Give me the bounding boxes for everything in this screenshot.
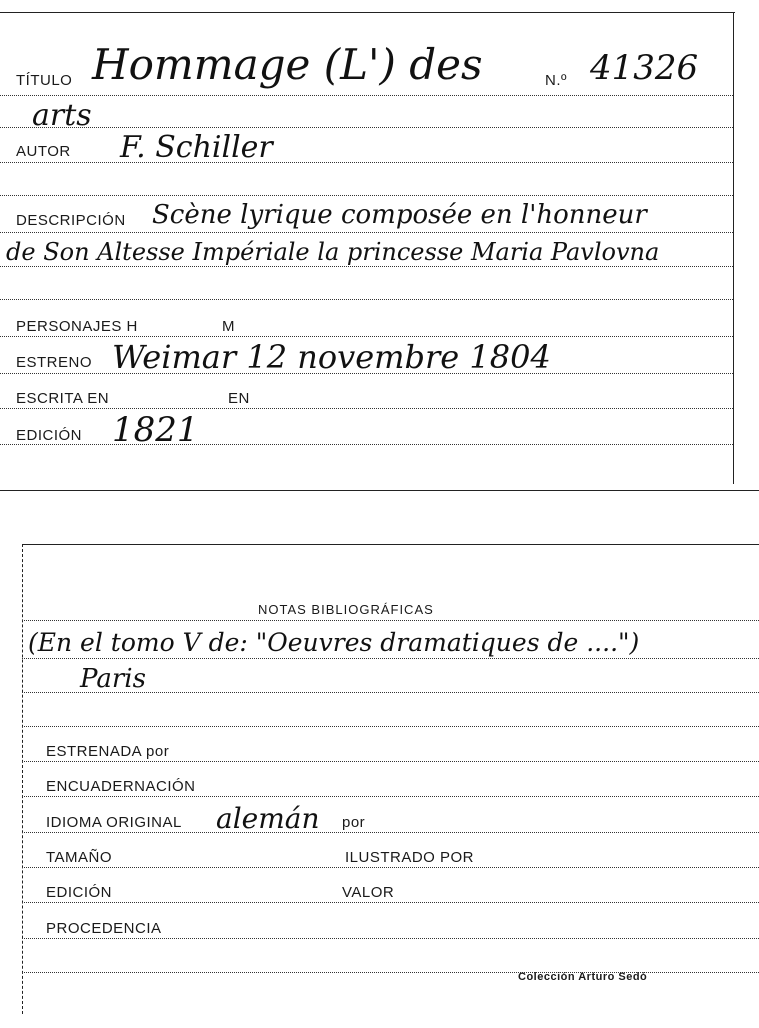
ilustrado-label: ILUSTRADO POR — [345, 849, 475, 866]
autor-value: F. Schiller — [120, 130, 273, 165]
encuadernacion-line — [22, 796, 759, 797]
personajes-m-label: M — [222, 318, 235, 335]
titulo-cont-value: arts — [32, 98, 92, 133]
blank-line-back — [22, 972, 759, 973]
notas-value-2: Paris — [80, 664, 146, 694]
descripcion-line-2 — [0, 266, 733, 267]
estrenada-label: ESTRENADA por — [46, 743, 170, 760]
titulo-line — [0, 95, 733, 96]
escrita-en-label: EN — [228, 390, 250, 407]
descripcion-label: DESCRIPCIÓN — [16, 212, 126, 229]
notas-title: NOTAS BIBLIOGRÁFICAS — [258, 602, 434, 617]
card-top-border — [0, 12, 735, 13]
estreno-value: Weimar 12 novembre 1804 — [112, 338, 551, 376]
personajes-line — [0, 336, 733, 337]
coleccion-label: Colección Arturo Sedó — [518, 971, 648, 983]
descripcion-value-2: de Son Altesse Impériale la princesse Maria Pavlovna — [6, 238, 660, 266]
catalog-card-front — [0, 0, 759, 492]
autor-label: AUTOR — [16, 143, 71, 160]
tamano-line — [22, 867, 759, 868]
idioma-label: IDIOMA ORIGINAL — [46, 814, 182, 831]
procedencia-label: PROCEDENCIA — [46, 920, 162, 937]
edicion-label: EDICIÓN — [16, 427, 83, 444]
valor-label: VALOR — [342, 884, 395, 901]
escrita-line — [0, 408, 733, 409]
titulo-cont-line — [0, 127, 733, 128]
edicion-value: 1821 — [112, 410, 199, 450]
titulo-label: TÍTULO — [16, 72, 73, 89]
catalog-card-back — [0, 540, 759, 1028]
estreno-line — [0, 373, 733, 374]
edicion-line — [0, 444, 733, 445]
tamano-label: TAMAÑO — [46, 849, 113, 866]
back-top-border — [22, 544, 759, 545]
notas-value-1: (En el tomo V de: "Oeuvres dramatiques de ....") — [28, 628, 640, 657]
card-bottom-border — [0, 490, 759, 491]
estrenada-line — [22, 761, 759, 762]
notas-line-2 — [22, 658, 759, 659]
notas-line-3 — [22, 692, 759, 693]
descripcion-value-1: Scène lyrique composée en l'honneur — [152, 200, 647, 230]
titulo-value: Hommage (L') des — [92, 40, 483, 89]
idioma-por-label: por — [342, 814, 366, 831]
notas-line — [22, 620, 759, 621]
idioma-value: alemán — [216, 802, 320, 835]
notas-line-4 — [22, 726, 759, 727]
escrita-label: ESCRITA EN — [16, 390, 110, 407]
edicion-back-line — [22, 902, 759, 903]
back-left-border — [22, 544, 23, 1014]
descripcion-line — [0, 232, 733, 233]
card-right-border — [733, 12, 734, 484]
procedencia-line — [22, 938, 759, 939]
numero-value: 41326 — [590, 48, 699, 88]
encuadernacion-label: ENCUADERNACIÓN — [46, 778, 196, 795]
personajes-label: PERSONAJES H — [16, 318, 138, 335]
autor-line — [0, 162, 733, 163]
blank-line-2 — [0, 299, 733, 300]
blank-line-1 — [0, 195, 733, 196]
idioma-line — [22, 832, 759, 833]
numero-label: N.º — [545, 72, 567, 89]
estreno-label: ESTRENO — [16, 354, 93, 371]
edicion-back-label: EDICIÓN — [46, 884, 113, 901]
